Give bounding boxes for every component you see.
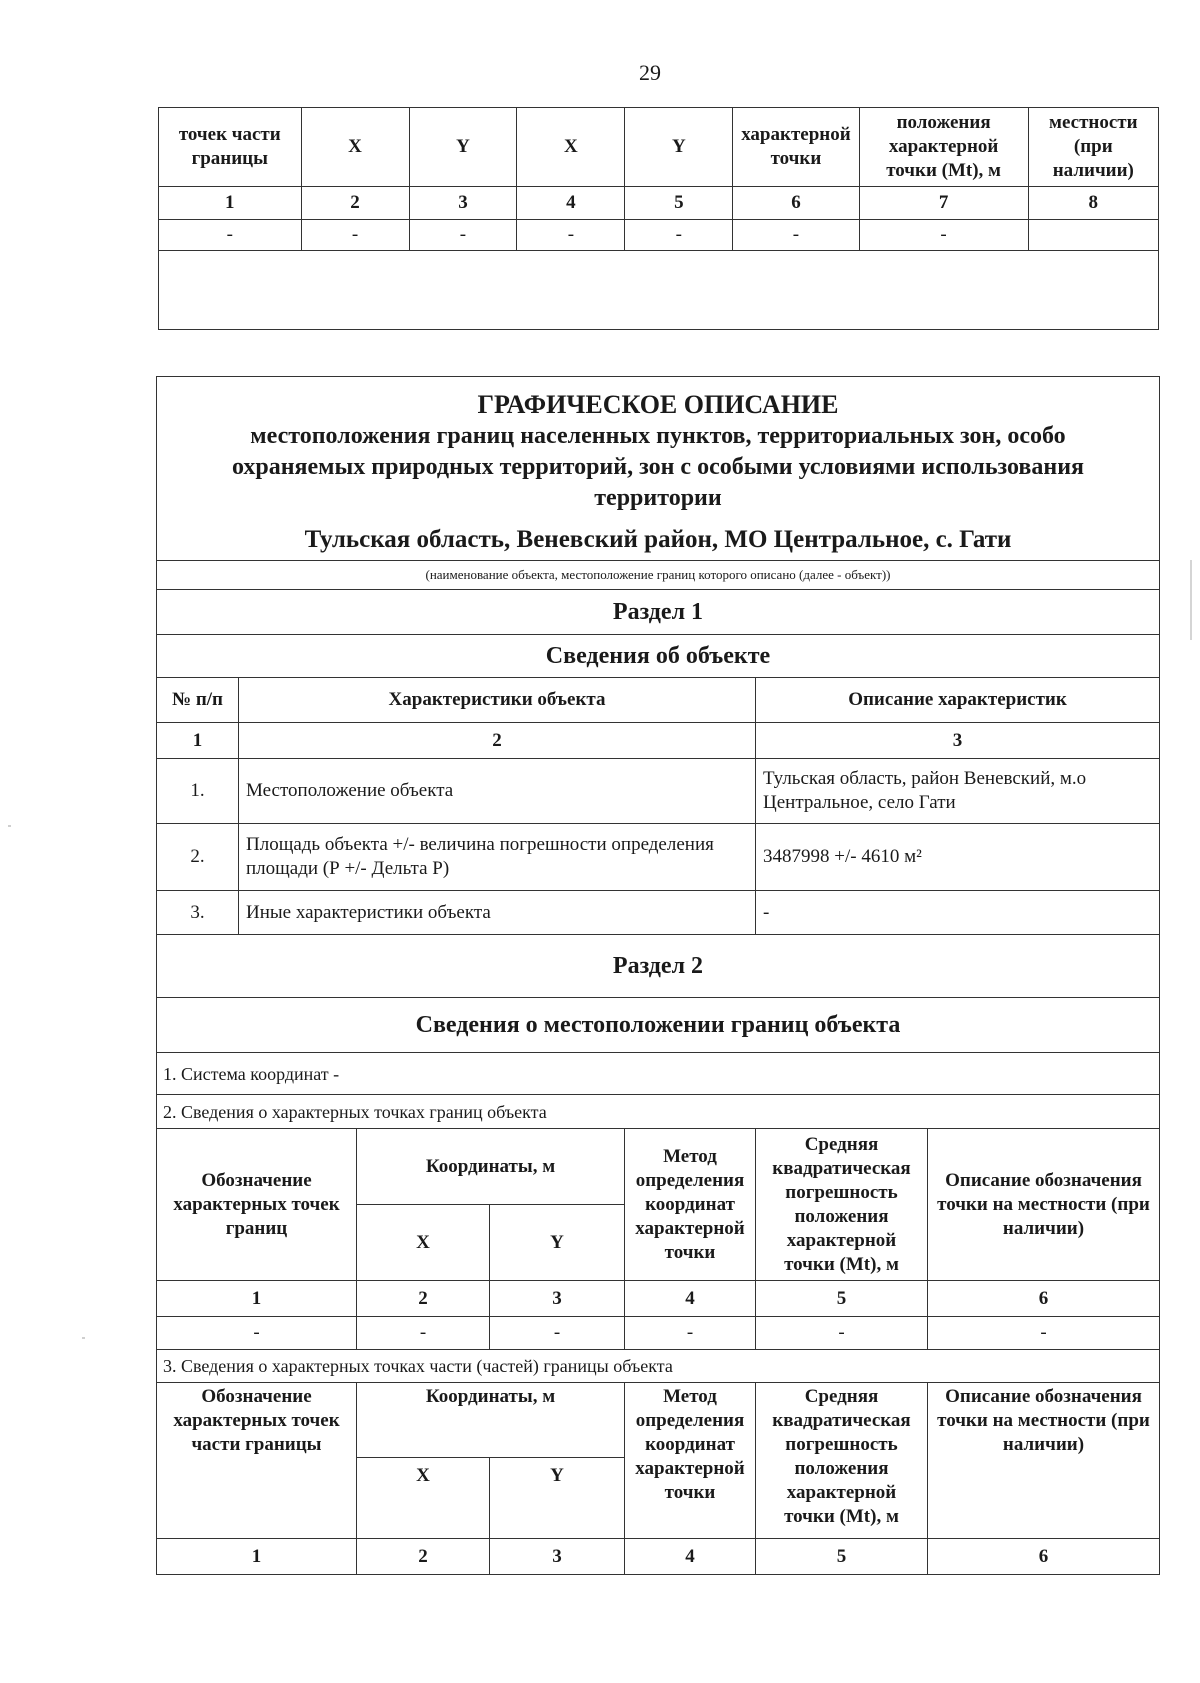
- section1-subtitle-row: [157, 635, 1160, 678]
- column-header-y: Y: [490, 1458, 625, 1539]
- column-header: X: [517, 108, 625, 187]
- table-cell: -: [357, 1317, 490, 1350]
- column-number: 5: [756, 1281, 928, 1317]
- section2-title: Раздел 2: [157, 935, 1160, 998]
- section2-title-row: [157, 935, 1160, 998]
- table-cell: -: [625, 1317, 756, 1350]
- column-number: 1: [157, 1281, 357, 1317]
- section1-title-row: [157, 590, 1160, 635]
- table-row: [157, 759, 1160, 824]
- column-header: характерной точки: [733, 108, 859, 187]
- column-number: 7: [859, 187, 1028, 220]
- column-header: Обозначение характерных точек части границы: [157, 1383, 357, 1539]
- column-number: 6: [928, 1281, 1160, 1317]
- scan-mark: [8, 825, 11, 827]
- column-header: Координаты, м: [357, 1383, 625, 1458]
- row-number: 2.: [157, 824, 239, 891]
- column-header: № п/п: [157, 678, 239, 723]
- table-row: [157, 891, 1160, 935]
- empty-cell: [159, 251, 1159, 330]
- table-cell: -: [928, 1317, 1160, 1350]
- row-number: 3.: [157, 891, 239, 935]
- column-number: 2: [239, 723, 756, 759]
- table-cell: -: [625, 220, 733, 251]
- column-number: 3: [409, 187, 517, 220]
- table-row: [157, 824, 1160, 891]
- row-number: 1.: [157, 759, 239, 824]
- object-caption: (наименование объекта, местоположение границ которого описано (далее - объект)): [157, 561, 1160, 590]
- column-header: Средняя квадратическая погрешность положения характерной точки (Mt), м: [756, 1129, 928, 1281]
- column-header: Метод определения координат характерной точки: [625, 1383, 756, 1539]
- column-number: 4: [625, 1539, 756, 1575]
- column-header-x: X: [357, 1458, 490, 1539]
- column-number: 1: [157, 723, 239, 759]
- section2-subtitle-row: [157, 998, 1160, 1053]
- points-heading-row: [157, 1095, 1160, 1129]
- column-number-row: [157, 1539, 1160, 1575]
- parts-header-row: [157, 1383, 1160, 1458]
- section1-title: Раздел 1: [157, 590, 1160, 635]
- table-cell: -: [490, 1317, 625, 1350]
- column-header: Метод определения координат характерной точки: [625, 1129, 756, 1281]
- empty-row: [159, 251, 1159, 330]
- characteristic-value: -: [756, 891, 1160, 935]
- column-header: Обозначение характерных точек границ: [157, 1129, 357, 1281]
- table-cell: -: [733, 220, 859, 251]
- table-cell: [1028, 220, 1158, 251]
- parts-heading: 3. Сведения о характерных точках части (частей) границы объекта: [157, 1350, 1160, 1383]
- object-location-title: Тульская область, Веневский район, МО Центральное, с. Гати: [304, 526, 1012, 553]
- table-cell: -: [756, 1317, 928, 1350]
- column-number: 6: [928, 1539, 1160, 1575]
- column-header: Характеристики объекта: [239, 678, 756, 723]
- coord-system-row: [157, 1053, 1160, 1095]
- column-number-row: [159, 187, 1159, 220]
- section1-subtitle: Сведения об объекте: [157, 635, 1160, 678]
- column-number: 1: [157, 1539, 357, 1575]
- parts-heading-row: [157, 1350, 1160, 1383]
- points-heading: 2. Сведения о характерных точках границ объекта: [157, 1095, 1160, 1129]
- column-header: Описание характеристик: [756, 678, 1160, 723]
- document-subtitle: местоположения границ населенных пунктов, территориальных зон, особо охраняемых природных территорий, зон с особыми условиями использования территории: [231, 423, 1085, 511]
- column-number: 6: [733, 187, 859, 220]
- characteristic-name: Площадь объекта +/- величина погрешности определения площади (Р +/- Дельта Р): [239, 824, 756, 891]
- section2-subtitle: Сведения о местоположении границ объекта: [157, 998, 1160, 1053]
- column-number: 2: [301, 187, 409, 220]
- table-cell: -: [157, 1317, 357, 1350]
- column-number: 3: [490, 1539, 625, 1575]
- column-number-row: [157, 1281, 1160, 1317]
- column-header: Координаты, м: [357, 1129, 625, 1205]
- column-header-y: Y: [490, 1205, 625, 1281]
- table-cell: -: [517, 220, 625, 251]
- column-header: точек части границы: [159, 108, 302, 187]
- document-title: ГРАФИЧЕСКОЕ ОПИСАНИЕ: [477, 390, 839, 419]
- column-number: 2: [357, 1281, 490, 1317]
- table-cell: -: [409, 220, 517, 251]
- scan-mark: [82, 1337, 85, 1339]
- column-number: 8: [1028, 187, 1158, 220]
- column-number: 4: [625, 1281, 756, 1317]
- column-header: местности (при наличии): [1028, 108, 1158, 187]
- column-header: X: [301, 108, 409, 187]
- page-number: 29: [639, 60, 661, 85]
- column-header: Y: [625, 108, 733, 187]
- column-number: 3: [490, 1281, 625, 1317]
- characteristic-value: Тульская область, район Веневский, м.о Центральное, село Гати: [756, 759, 1160, 824]
- table-row: [157, 1317, 1160, 1350]
- coordinate-system: 1. Система координат -: [157, 1053, 1160, 1095]
- column-header: Описание обозначения точки на местности (при наличии): [928, 1129, 1160, 1281]
- column-header-x: X: [357, 1205, 490, 1281]
- column-number: 3: [756, 723, 1160, 759]
- title-row: [157, 377, 1160, 561]
- header-row: [157, 678, 1160, 723]
- characteristic-name: Местоположение объекта: [239, 759, 756, 824]
- column-number: 2: [357, 1539, 490, 1575]
- table-row: [159, 220, 1159, 251]
- column-header: положения характерной точки (Mt), м: [859, 108, 1028, 187]
- column-number: 1: [159, 187, 302, 220]
- column-number-row: [157, 723, 1160, 759]
- column-header: Описание обозначения точки на местности (при наличии): [928, 1383, 1160, 1539]
- scan-mark: [1190, 560, 1192, 640]
- graphic-description-table: [156, 376, 1160, 1575]
- column-header: Y: [409, 108, 517, 187]
- column-number: 5: [625, 187, 733, 220]
- boundary-part-points-table-continued: [158, 107, 1159, 330]
- points-header-row: [157, 1129, 1160, 1205]
- caption-row: [157, 561, 1160, 590]
- table-cell: -: [159, 220, 302, 251]
- column-header: Средняя квадратическая погрешность положения характерной точки (Mt), м: [756, 1383, 928, 1539]
- table-cell: -: [859, 220, 1028, 251]
- column-number: 4: [517, 187, 625, 220]
- characteristic-name: Иные характеристики объекта: [239, 891, 756, 935]
- characteristic-value: 3487998 +/- 4610 м²: [756, 824, 1160, 891]
- title-block: [157, 377, 1160, 561]
- table-cell: -: [301, 220, 409, 251]
- header-row: [159, 108, 1159, 187]
- column-number: 5: [756, 1539, 928, 1575]
